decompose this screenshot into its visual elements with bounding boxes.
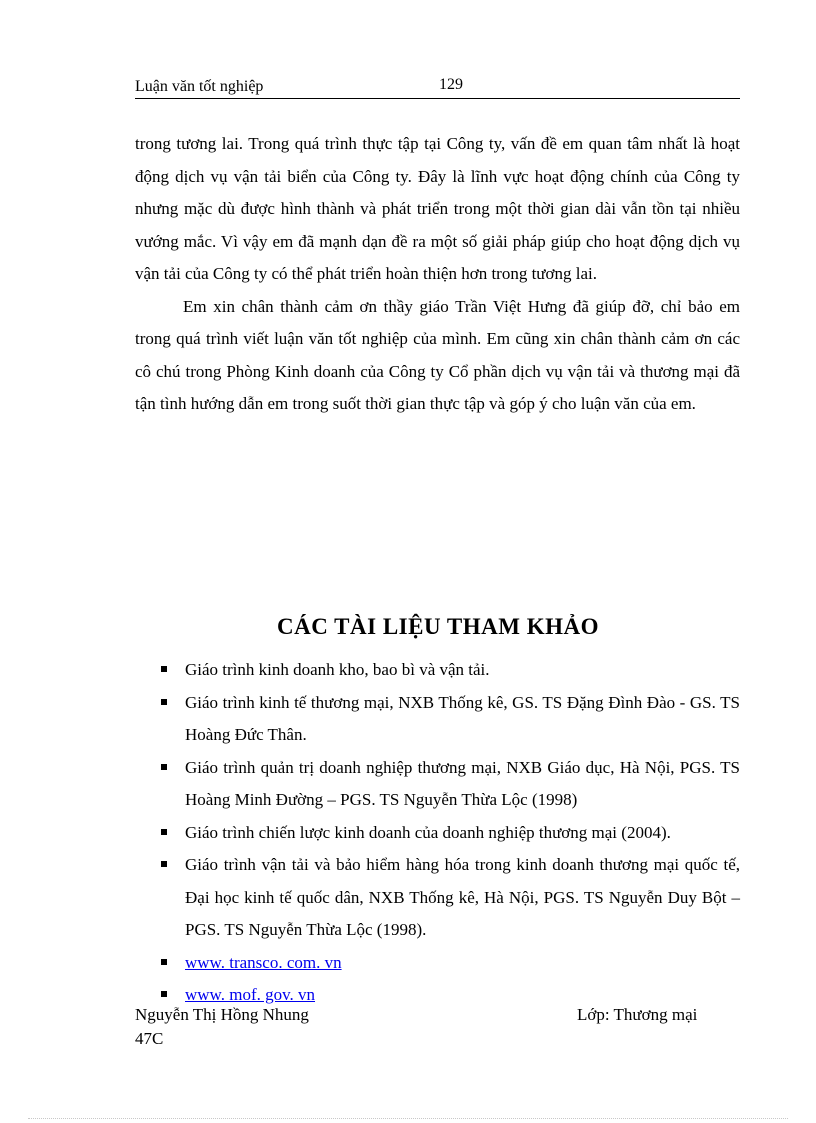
reference-item — [135, 752, 740, 817]
reference-item — [135, 654, 740, 687]
bullet-icon — [161, 959, 167, 965]
transco-link[interactable]: www. transco. com. vn — [185, 952, 342, 972]
page-bottom-border — [28, 1118, 788, 1119]
references-heading: CÁC TÀI LIỆU THAM KHẢO — [277, 614, 599, 639]
reference-text: Giáo trình quản trị doanh nghiệp thương mại, NXB Giáo dục, Hà Nội, PGS. TS Hoàng Minh Đường – PGS. TS Nguyễn Thừa Lộc (1998) — [185, 757, 740, 809]
bullet-icon — [161, 991, 167, 997]
bullet-icon — [161, 666, 167, 672]
bullet-icon — [161, 764, 167, 770]
bullet-icon — [161, 829, 167, 835]
reference-text: Giáo trình chiến lược kinh doanh của doanh nghiệp thương mại (2004). — [185, 822, 671, 842]
body-text — [135, 128, 740, 421]
reference-item — [135, 817, 740, 850]
reference-text: Giáo trình kinh tế thương mại, NXB Thống kê, GS. TS Đặng Đình Đào - GS. TS Hoàng Đức Thân. — [185, 692, 740, 744]
reference-link-item — [135, 947, 740, 980]
author-name: Nguyễn Thị Hồng Nhung — [135, 1005, 309, 1024]
reference-item — [135, 687, 740, 752]
reference-text: Giáo trình kinh doanh kho, bao bì và vận tải. — [185, 660, 490, 679]
document-title: Luận văn tốt nghiệp — [135, 78, 264, 95]
reference-text: Giáo trình vận tải và bảo hiểm hàng hóa trong kinh doanh thương mại quốc tế, Đại học kinh tế quốc dân, NXB Thống kê, Hà Nội, PGS. TS Nguyễn Duy Bột – PGS. TS Nguyễn Thừa Lộc (1998). — [185, 855, 740, 939]
body-paragraph: trong tương lai. Trong quá trình thực tập tại Công ty, vấn đề em quan tâm nhất là hoạt động dịch vụ vận tải biển của Công ty. Đây là lĩnh vực hoạt động chính của Công ty nhưng mặc dù được hình thành và phát triển trong một thời gian dài vẫn tồn tại nhiều vướng mắc. Vì vậy em đã mạnh dạn đề ra một số giải pháp giúp cho hoạt động dịch vụ vận tải của Công ty có thể phát triển hoàn thiện hơn trong tương lai. — [135, 134, 740, 283]
bullet-icon — [161, 699, 167, 705]
bullet-icon — [161, 861, 167, 867]
class-code: 47C — [135, 1029, 164, 1048]
body-paragraph: Em xin chân thành cảm ơn thầy giáo Trần Việt Hưng đã giúp đỡ, chỉ bảo em trong quá trình viết luận văn tốt nghiệp của mình. Em cũng xin chân thành cảm ơn các cô chú trong Phòng Kinh doanh của Công ty Cổ phần dịch vụ vận tải và thương mại đã tận tình hướng dẫn em trong suốt thời gian thực tập và góp ý cho luận văn của em. — [135, 296, 740, 413]
reference-item — [135, 849, 740, 947]
page-number: 129 — [439, 76, 463, 93]
class-label: Lớp: Thương mại — [577, 1005, 698, 1024]
page-header — [135, 76, 740, 99]
mof-link[interactable]: www. mof. gov. vn — [185, 985, 316, 1004]
references-list — [135, 654, 740, 1012]
